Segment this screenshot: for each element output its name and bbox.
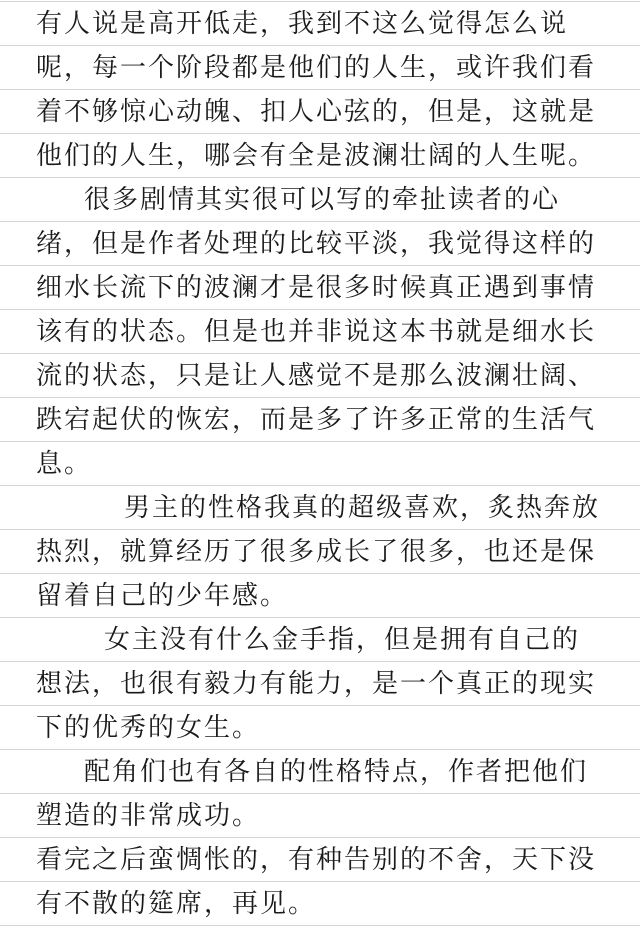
text-line: 男主的性格我真的超级喜欢，炙热奔放 [124, 493, 601, 523]
text-line: 下的优秀的女生。 [36, 713, 261, 743]
text-line: 配角们也有各自的性格特点，作者把他们 [84, 757, 589, 787]
text-line: 着不够惊心动魄、扣人心弦的，但是，这就是 [36, 97, 597, 127]
text-line: 看完之后蛮惆怅的，有种告别的不舍，天下没 [36, 845, 597, 875]
text-line: 绪，但是作者处理的比较平淡，我觉得这样的 [36, 229, 597, 259]
text-line: 流的状态，只是让人感觉不是那么波澜壮阔、 [36, 361, 597, 391]
text-line: 塑造的非常成功。 [36, 801, 261, 831]
text-line: 女主没有什么金手指，但是拥有自己的 [104, 625, 581, 655]
text-line: 很多剧情其实很可以写的牵扯读者的心 [84, 185, 561, 215]
text-line: 该有的状态。但是也并非说这本书就是细水长 [36, 317, 597, 347]
text-line: 跌宕起伏的恢宏，而是多了许多正常的生活气 [36, 405, 597, 435]
text-line: 有人说是高开低走，我到不这么觉得怎么说 [36, 9, 569, 39]
text-line: 他们的人生，哪会有全是波澜壮阔的人生呢。 [36, 141, 597, 171]
text-line: 有不散的筵席，再见。 [36, 889, 317, 919]
text-line: 留着自己的少年感。 [36, 581, 289, 611]
text-line: 细水长流下的波澜才是很多时候真正遇到事情 [36, 273, 597, 303]
text-line: 热烈，就算经历了很多成长了很多，也还是保 [36, 537, 597, 567]
text-line: 呢，每一个阶段都是他们的人生，或许我们看 [36, 53, 597, 83]
text-line: 想法，也很有毅力有能力，是一个真正的现实 [36, 669, 597, 699]
text-line: 息。 [36, 449, 93, 479]
